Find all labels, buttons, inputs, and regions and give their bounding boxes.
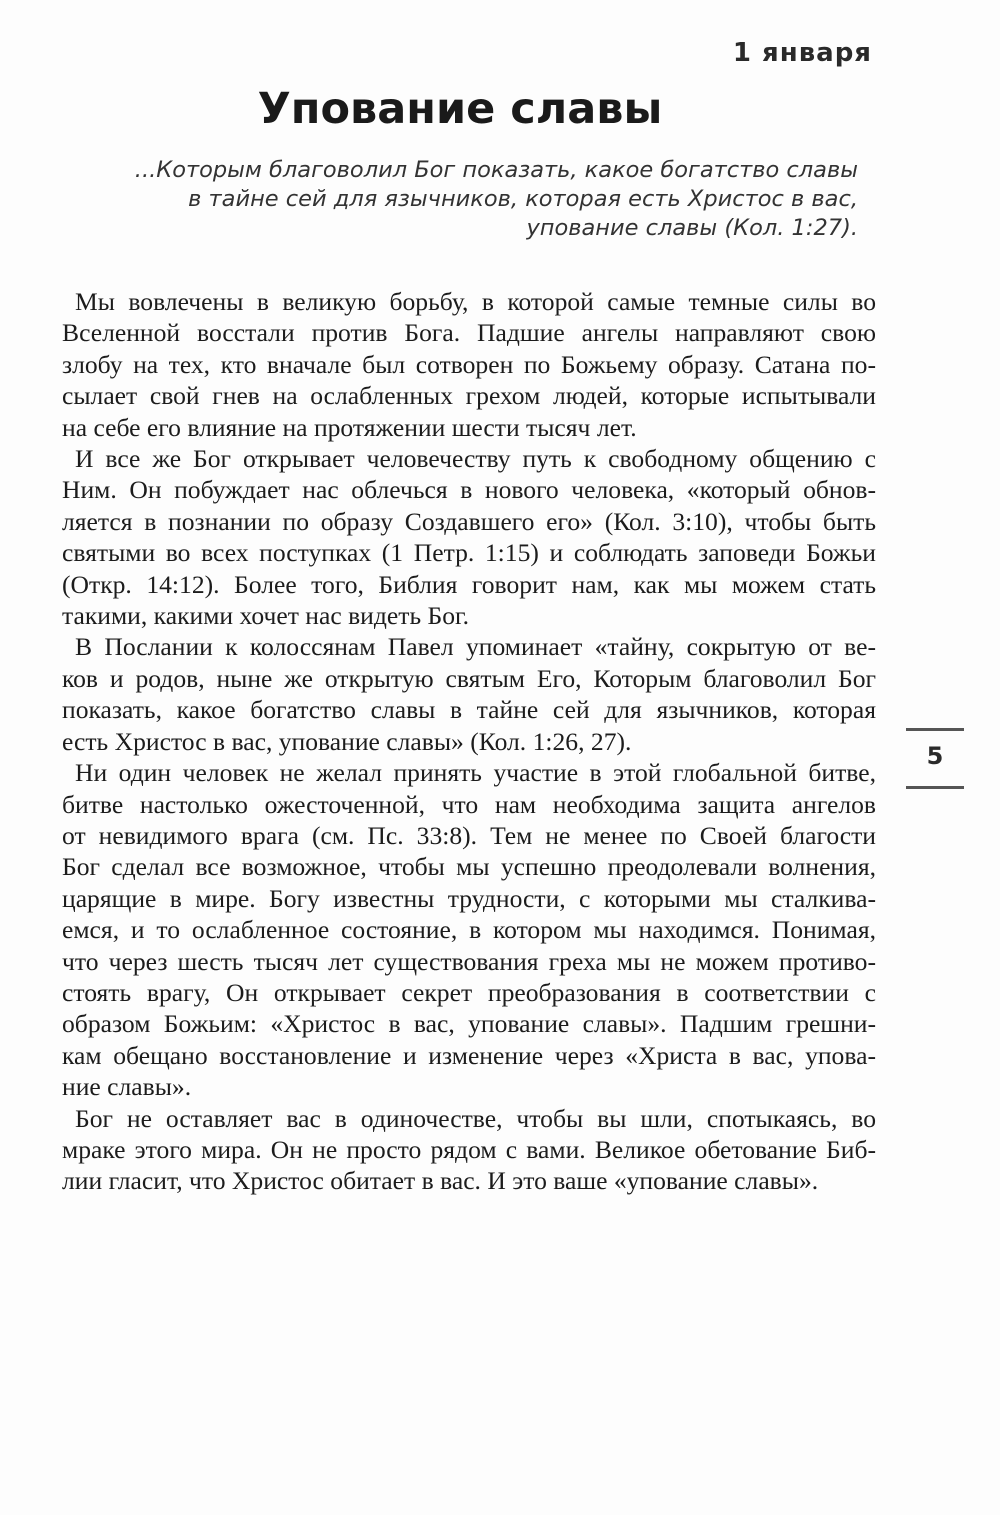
text-line: на себе его влияние на протяжении шести тысяч лет.: [62, 412, 637, 442]
text-line: И все же Бог открывает человечеству путь к свободному общению с: [75, 444, 876, 474]
epigraph-line: упование славы (Кол. 1:27).: [526, 215, 858, 241]
text-line: такими, какими хочет нас видеть Бог.: [62, 601, 470, 631]
text-line: злобу на тех, кто вначале был сотворен по Божьему образу. Сатана по-: [62, 349, 876, 379]
text-line: стоять врагу, Он открывает секрет преобразования в соответствии с: [62, 977, 876, 1007]
text-line: Вселенной восстали против Бога. Падшие ангелы направляют свою: [62, 318, 876, 348]
paragraph-1: [62, 286, 876, 443]
text-line: ние славы».: [62, 1072, 192, 1102]
text-line: Ни один человек не желал принять участие в этой глобальной битве,: [75, 758, 876, 788]
text-line: ляется в познании по образу Создавшего его» (Кол. 3:10), чтобы быть: [62, 506, 876, 536]
date-header: 1 января: [732, 38, 872, 68]
epigraph-line: в тайне сей для язычников, которая есть Христос в вас,: [188, 186, 858, 212]
paragraph-3: [62, 631, 876, 757]
epigraph-line: ...Которым благоволил Бог показать, какое богатство славы: [134, 157, 858, 183]
epigraph: [60, 156, 858, 243]
marker-rule-bottom: [906, 786, 964, 789]
paragraph-4: [62, 757, 876, 1102]
paragraph-5: [62, 1103, 876, 1197]
text-line: Ним. Он побуждает нас облечься в нового человека, «который обнов-: [62, 475, 876, 505]
text-line: В Послании к колоссянам Павел упоминает «тайну, сокрытую от ве-: [75, 632, 876, 662]
text-line: сылает свой гнев на ослабленных грехом людей, которые испытывали: [62, 381, 876, 411]
text-line: ков и родов, ныне же открытую святым Его, Которым благоволил Бог: [62, 663, 876, 693]
text-line: Бог сделал все возможное, чтобы мы успешно преодолевали волнения,: [62, 852, 876, 882]
text-line: Мы вовлечены в великую борьбу, в которой самые темные силы во: [75, 287, 876, 316]
text-line: есть Христос в вас, упование славы» (Кол. 1:26, 27).: [62, 726, 632, 756]
text-line: мраке этого мира. Он не просто рядом с вами. Великое обетование Биб-: [62, 1134, 876, 1164]
text-line: царящие в мире. Богу известны трудности, с которыми мы сталкива-: [62, 883, 876, 913]
page-title: Упование славы: [257, 84, 663, 134]
page-number: 5: [926, 742, 944, 770]
text-line: лии гласит, что Христос обитает в вас. И это ваше «упование славы».: [62, 1166, 819, 1196]
text-line: от невидимого врага (см. Пс. 33:8). Тем не менее по Своей благости: [62, 820, 876, 850]
text-line: битве настолько ожесточенной, что нам необходима защита ангелов: [62, 789, 876, 819]
text-line: образом Божьим: «Христос в вас, упование славы». Падшим грешни-: [62, 1009, 876, 1039]
page-number-marker: [906, 728, 964, 790]
text-line: святыми во всех поступках (1 Петр. 1:15) и соблюдать заповеди Божьи: [62, 538, 876, 568]
marker-rule-top: [906, 728, 964, 731]
text-line: (Откр. 14:12). Более того, Библия говорит нам, как мы можем стать: [62, 569, 876, 599]
text-line: кам обещано восстановление и изменение через «Христа в вас, упова-: [62, 1040, 876, 1070]
text-line: показать, какое богатство славы в тайне сей для язычников, которая: [62, 695, 876, 725]
text-line: Бог не оставляет вас в одиночестве, чтобы вы шли, спотыкаясь, во: [75, 1103, 876, 1133]
text-line: емся, и то ослабленное состояние, в котором мы находимся. Понимая,: [62, 915, 876, 945]
body-text: [62, 286, 876, 1197]
text-line: что через шесть тысяч лет существования греха мы не можем противо-: [62, 946, 876, 976]
paragraph-2: [62, 443, 876, 631]
